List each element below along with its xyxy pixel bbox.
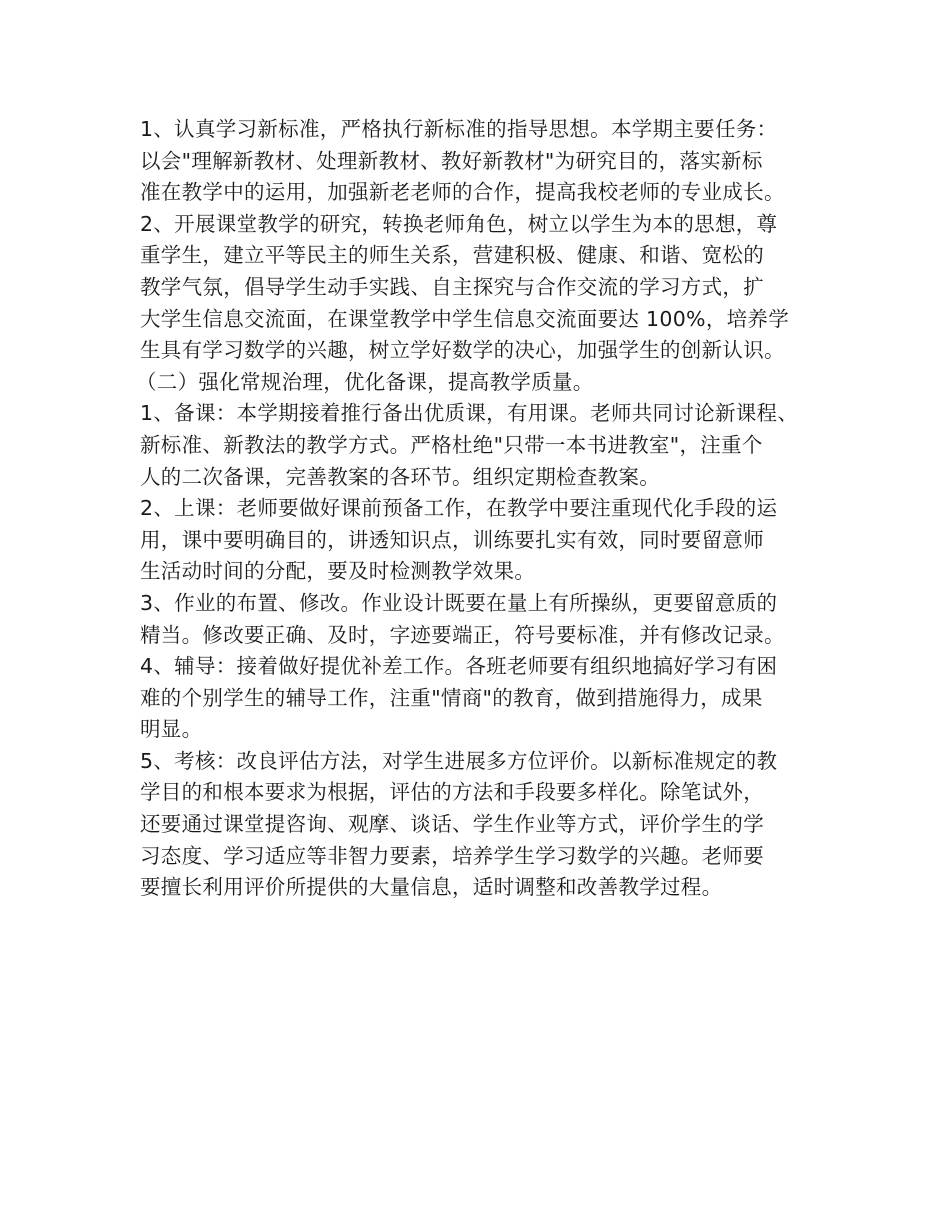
text-line: 教学气氛，倡导学生动手实践、自主探究与合作交流的学习方式，扩 (140, 274, 764, 299)
text-line: 用，课中要明确目的，讲透知识点，训练要扎实有效，同时要留意师 (140, 527, 764, 552)
text-line: 人的二次备课，完善教案的各环节。组织定期检查教案。 (140, 464, 660, 489)
text-line: 新标准、新教法的教学方式。严格杜绝"只带一本书进教室"，注重个 (140, 432, 763, 457)
text-line: 生活动时间的分配，要及时检测教学效果。 (140, 559, 536, 584)
text-line: 难的个别学生的辅导工作，注重"情商"的教育，做到措施得力，成果 (140, 685, 763, 710)
text-line: 生具有学习数学的兴趣，树立学好数学的决心，加强学生的创新认识。 (140, 338, 785, 363)
text-line: 3、作业的布置、修改。作业设计既要在量上有所操纵，更要留意质的 (140, 590, 778, 615)
text-line: 1、备课：本学期接着推行备出优质课，有用课。老师共同讨论新课程、 (140, 401, 799, 426)
text-line: 5、考核：改良评估方法，对学生进展多方位评价。以新标准规定的教 (140, 748, 778, 773)
text-line: 重学生，建立平等民主的师生关系，营建积极、健康、和谐、宽松的 (140, 243, 764, 268)
text-line: 习态度、学习适应等非智力要素，培养学生学习数学的兴趣。老师要 (140, 843, 764, 868)
text-line: 精当。修改要正确、及时，字迹要端正，符号要标准，并有修改记录。 (140, 622, 785, 647)
text-line: 要擅长利用评价所提供的大量信息，适时调整和改善教学过程。 (140, 875, 723, 900)
text-line: 大学生信息交流面，在课堂教学中学生信息交流面要达 100%，培养学 (140, 306, 790, 331)
section-heading: （二）强化常规治理，优化备课，提高教学质量。 (136, 369, 594, 394)
text-line: 2、开展课堂教学的研究，转换老师角色，树立以学生为本的思想，尊 (140, 211, 778, 236)
text-line: 以会"理解新教材、处理新教材、教好新教材"为研究目的，落实新标 (140, 148, 763, 173)
text-line: 2、上课：老师要做好课前预备工作，在教学中要注重现代化手段的运 (140, 496, 778, 521)
text-line: 学目的和根本要求为根据，评估的方法和手段要多样化。除笔试外， (140, 780, 764, 805)
text-line: 4、辅导：接着做好提优补差工作。各班老师要有组织地搞好学习有困 (140, 654, 778, 679)
document-body (136, 114, 830, 904)
text-line: 准在教学中的运用，加强新老老师的合作，提高我校老师的专业成长。 (140, 180, 785, 205)
text-line: 1、认真学习新标准，严格执行新标准的指导思想。本学期主要任务： (140, 117, 778, 141)
text-line: 明显。 (140, 717, 203, 742)
text-line: 还要通过课堂提咨询、观摩、谈话、学生作业等方式，评价学生的学 (140, 812, 764, 837)
